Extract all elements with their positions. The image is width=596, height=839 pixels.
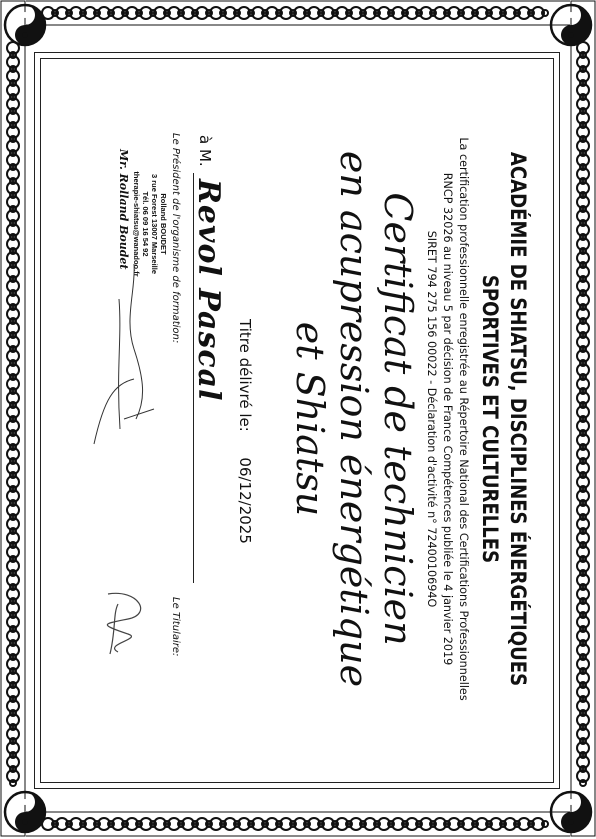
recipient-prefix: à M. [196,134,214,167]
holder-label: Le Titulaire: [170,596,181,656]
president-label: Le Président de l'organisme de formation: [170,132,181,343]
issued-date-line [236,319,254,544]
holder-signature-icon [88,584,158,664]
left-border [0,0,26,837]
corner-ornament-icon [2,2,48,48]
academy-title-line1: ACADÉMIE DE SHIATSU, DISCIPLINES ÉNERGÉTIQUES [506,151,530,686]
issued-date: 06/12/2025 [236,456,254,544]
certificate-content [60,69,536,769]
right-border [570,0,596,837]
recipient-name: Revol Pascal [191,178,226,401]
recipient-underline [193,173,194,583]
certificate-title-line3: et Shiatsu [288,321,332,516]
stamp-line1: Rolland BOUDET [159,192,168,255]
certificate-title-line1: Certificat de technicien [376,191,420,646]
issued-label: Titre délivré le: [236,318,254,432]
certification-text-2: RNCP 32026 au niveau 5 par décision de France Compétences publiée le 4 janvier 2019 [441,172,454,665]
president-signature-icon [84,259,164,449]
stamp-line3: Tél. 06 09 16 54 92 [141,190,150,257]
bottom-border [0,811,596,837]
corner-ornament-icon [2,789,48,835]
corner-ornament-icon [548,789,594,835]
certification-text-1: La certification professionnelle enregistrée au Répertoire National des Certifications Professionnelles [457,136,470,701]
stamp-line2: 3 rue Forest 13007 Marseille [150,173,159,274]
certification-text-3: SIRET 794 275 156 00022 - Déclaration d'activité n° 7240010694O [425,230,438,607]
academy-title-line2: SPORTIVES ET CULTURELLES [478,274,502,563]
corner-ornament-icon [548,2,594,48]
signer-name: Mr. Rolland Boudet [117,148,130,270]
stamp-line4: therapie-shiatsu@wanadoo.fr [132,170,141,277]
certificate-title-line2: en acupression énergétique [332,150,376,687]
top-border [0,0,596,26]
